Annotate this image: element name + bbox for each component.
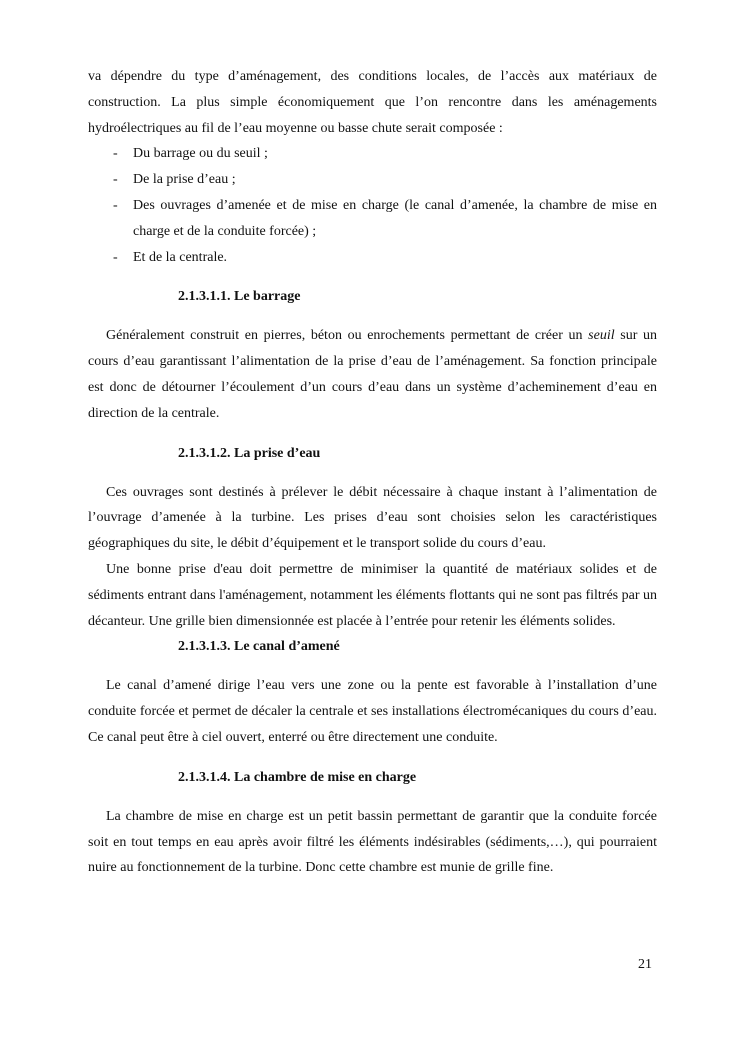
dash-bullet: - <box>113 172 118 188</box>
heading-barrage: 2.1.3.1.1. Le barrage <box>178 289 301 305</box>
page-number: 21 <box>638 957 652 972</box>
canal-paragraph: Le canal d’amené dirige l’eau vers une zone ou la pente est favorable à l’installation d’une conduite forcée et permet de décaler la centrale et ses installations électromécaniques du cours d’eau. Ce canal peut être à ciel ouvert, enterré ou être directement une conduite. <box>88 678 657 745</box>
emphasis-seuil: seuil <box>588 328 615 344</box>
intro-paragraph: va dépendre du type d’aménagement, des conditions locales, de l’accès aux matériaux de construction. La plus simple économiquement que l’on rencontre dans les aménagements hydroélectriques au fil de l’eau moyenne ou basse chute serait composée : <box>88 69 657 136</box>
barrage-paragraph: Généralement construit en pierres, béton ou enrochements permettant de créer un seuil sur un cours d’eau garantissant l’alimentation de la prise d’eau de l’aménagement. Sa fonction principale est donc de détourner l’écoulement d’un cours d’eau dans un système d’acheminement d’eau en direction de la centrale. <box>88 328 657 421</box>
prise-paragraph-2: Une bonne prise d'eau doit permettre de minimiser la quantité de matériaux solides et de sédiments entrant dans l'aménagement, notamment les éléments flottants qui ne sont pas filtrés par un décanteur. Une grille bien dimensionnée est placée à l’entrée pour retenir les éléments solides. <box>88 561 657 629</box>
dash-bullet: - <box>113 249 118 265</box>
list-item: - De la prise d’eau ; <box>88 167 657 193</box>
list-item: - Des ouvrages d’amenée et de mise en charge (le canal d’amenée, la chambre de mise en charge et de la conduite forcée) ; <box>88 193 657 245</box>
chambre-paragraph: La chambre de mise en charge est un petit bassin permettant de garantir que la conduite forcée soit en tout temps en eau après avoir filtré les éléments indésirables (sédiments,…), qui pourraient nuire au fonctionnement de la turbine. Donc cette chambre est munie de grille fine. <box>88 808 657 876</box>
document-page <box>88 64 657 881</box>
list-item: - Et de la centrale. <box>88 245 657 271</box>
heading-prise-d-eau: 2.1.3.1.2. La prise d’eau <box>178 445 321 461</box>
dash-bullet: - <box>113 146 118 162</box>
heading-canal-d-amene: 2.1.3.1.3. Le canal d’amené <box>178 639 340 655</box>
prise-paragraph-1: Ces ouvrages sont destinés à prélever le débit nécessaire à chaque instant à l’alimentation de l’ouvrage d’amenée à la turbine. Les prises d’eau sont choisies selon les caractéristiques géographiques du site, le débit d’équipement et le transport solide du cours d’eau. <box>88 484 657 552</box>
component-list <box>88 141 657 270</box>
list-item: - Du barrage ou du seuil ; <box>88 141 657 167</box>
dash-bullet: - <box>113 197 118 213</box>
heading-chambre-de-mise-en-charge: 2.1.3.1.4. La chambre de mise en charge <box>178 769 417 785</box>
